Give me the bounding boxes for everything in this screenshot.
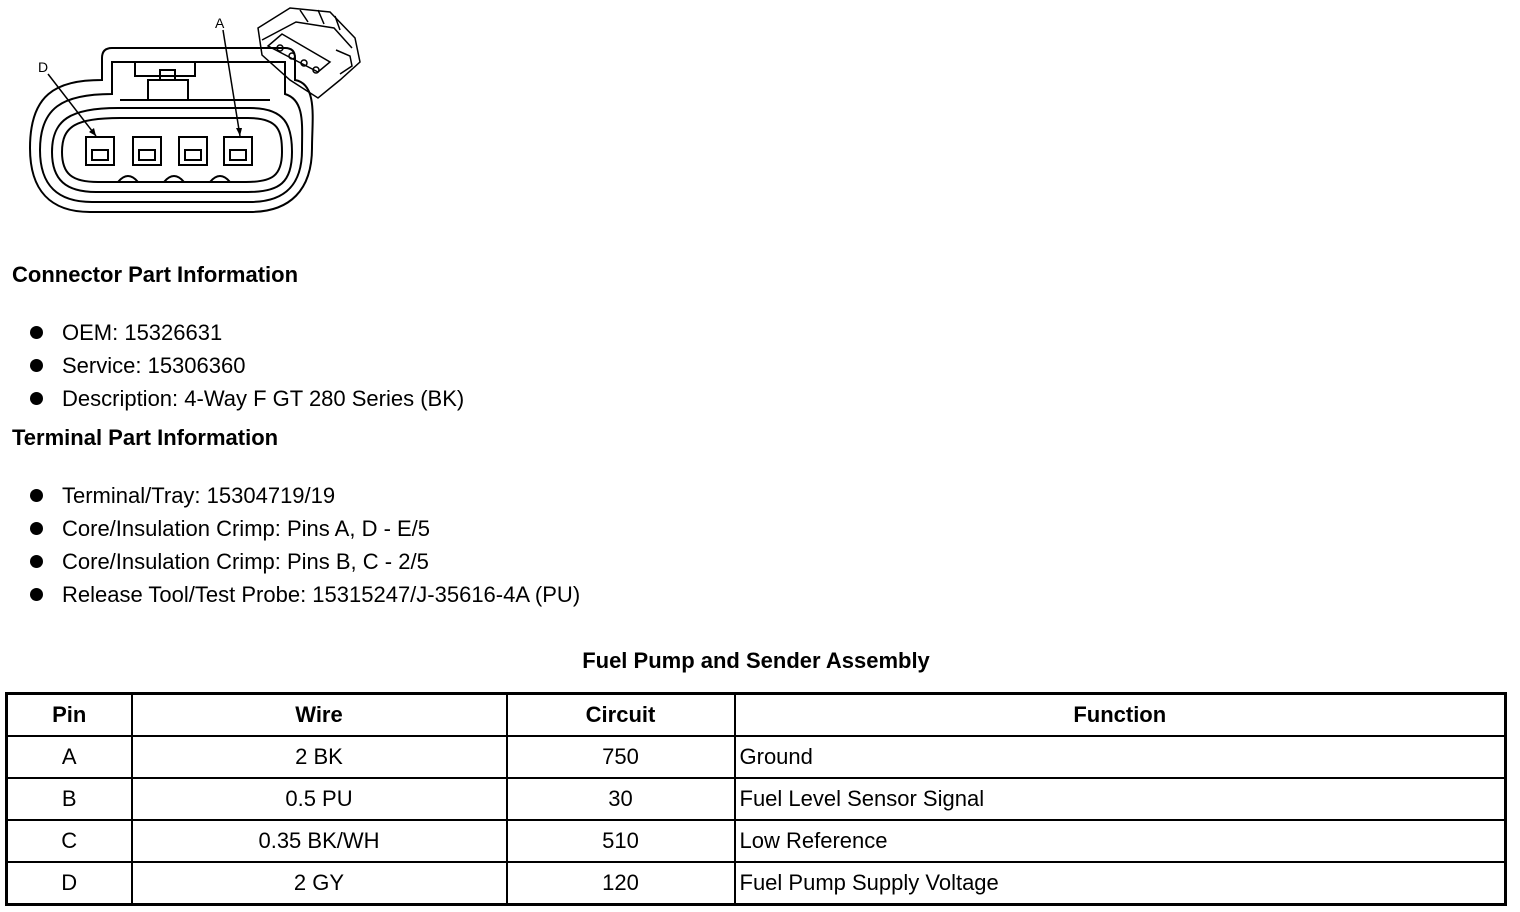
header-pin: Pin	[7, 694, 132, 737]
bullet-icon	[30, 392, 43, 405]
list-item	[28, 316, 464, 349]
header-function: Function	[735, 694, 1506, 737]
cell-circuit: 510	[507, 820, 735, 862]
list-item	[28, 545, 580, 578]
bullet-icon	[30, 555, 43, 568]
crimp-bc: Core/Insulation Crimp: Pins B, C - 2/5	[62, 549, 429, 574]
cell-circuit: 750	[507, 736, 735, 778]
cell-wire: 0.5 PU	[132, 778, 507, 820]
cell-circuit: 120	[507, 862, 735, 905]
header-wire: Wire	[132, 694, 507, 737]
table-title: Fuel Pump and Sender Assembly	[582, 648, 930, 673]
bullet-icon	[30, 588, 43, 601]
list-item	[28, 578, 580, 611]
cell-function: Ground	[735, 736, 1506, 778]
cell-function: Low Reference	[735, 820, 1506, 862]
list-item	[28, 479, 580, 512]
release-tool: Release Tool/Test Probe: 15315247/J-35616-4A (PU)	[62, 582, 581, 607]
terminal-part-heading: Terminal Part Information	[12, 425, 279, 450]
crimp-ad: Core/Insulation Crimp: Pins A, D - E/5	[62, 516, 431, 541]
header-circuit: Circuit	[507, 694, 735, 737]
cell-function: Fuel Level Sensor Signal	[735, 778, 1506, 820]
cell-circuit: 30	[507, 778, 735, 820]
cell-pin: D	[7, 862, 132, 905]
terminal-tray: Terminal/Tray: 15304719/19	[62, 483, 336, 508]
bullet-icon	[30, 359, 43, 372]
pin-table	[5, 692, 1507, 906]
connector-oem: OEM: 15326631	[62, 320, 223, 345]
connector-description: Description: 4-Way F GT 280 Series (BK)	[62, 386, 465, 411]
connector-part-list	[28, 316, 464, 415]
terminal-part-list	[28, 479, 580, 611]
connector-part-heading: Connector Part Information	[12, 262, 299, 287]
cell-pin: C	[7, 820, 132, 862]
table-row	[7, 736, 1506, 778]
cell-function: Fuel Pump Supply Voltage	[735, 862, 1506, 905]
connector-diagram	[0, 0, 380, 225]
cell-wire: 2 GY	[132, 862, 507, 905]
bullet-icon	[30, 326, 43, 339]
list-item	[28, 382, 464, 415]
cell-pin: A	[7, 736, 132, 778]
connector-service: Service: 15306360	[62, 353, 246, 378]
bullet-icon	[30, 522, 43, 535]
list-item	[28, 512, 580, 545]
callout-label-d: D	[38, 59, 49, 75]
callout-label-a: A	[215, 15, 225, 31]
cell-wire: 0.35 BK/WH	[132, 820, 507, 862]
table-row	[7, 862, 1506, 905]
cell-wire: 2 BK	[132, 736, 507, 778]
cell-pin: B	[7, 778, 132, 820]
bullet-icon	[30, 489, 43, 502]
table-header-row	[7, 694, 1506, 737]
table-row	[7, 820, 1506, 862]
list-item	[28, 349, 464, 382]
table-row	[7, 778, 1506, 820]
